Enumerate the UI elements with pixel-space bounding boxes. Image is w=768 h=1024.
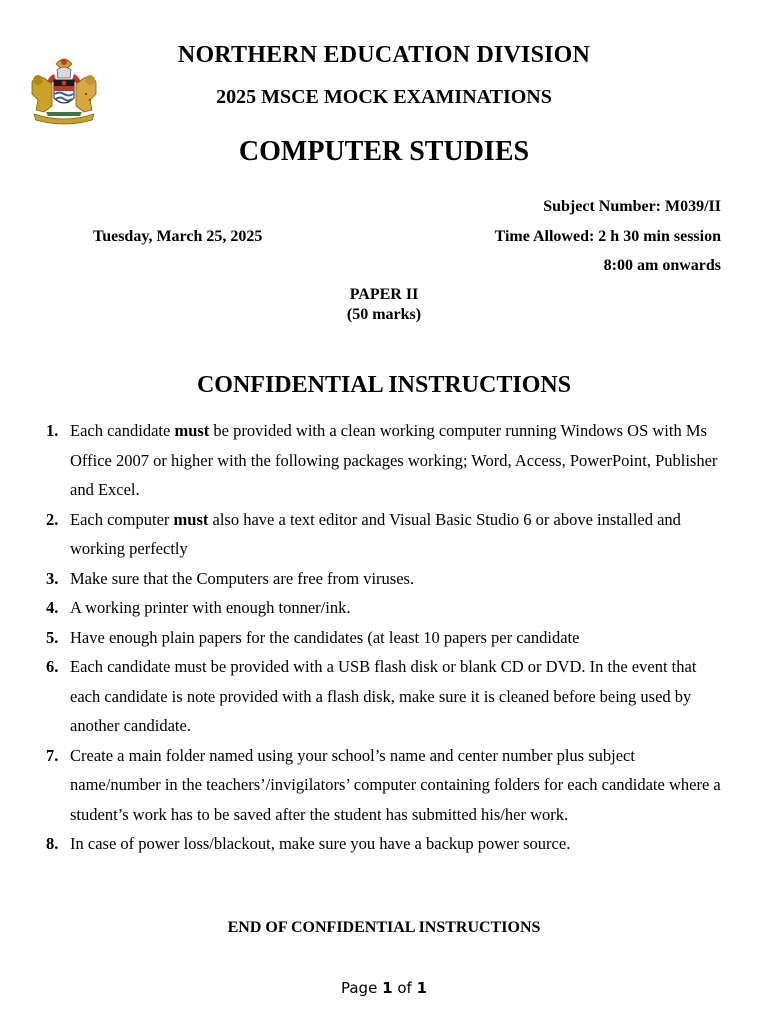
paper-label: PAPER II	[349, 286, 419, 303]
instruction-text: Each candidate must be provided with a USB flash disk or blank CD or DVD. In the event that each candidate is note provided with a flash disk, make sure it is cleaned before being used by another candidate.	[70, 657, 697, 735]
instruction-number: 8.	[46, 834, 59, 853]
subject-title: COMPUTER STUDIES	[238, 136, 530, 167]
instruction-text: In case of power loss/blackout, make sure you have a backup power source.	[70, 834, 571, 853]
instruction-number: 7.	[46, 745, 59, 765]
instruction-item	[46, 652, 726, 741]
instruction-item	[46, 623, 726, 653]
division-title: NORTHERN EDUCATION DIVISION	[177, 42, 591, 68]
exam-title: 2025 MSCE MOCK EXAMINATIONS	[216, 86, 552, 108]
of-word: of	[397, 979, 412, 997]
instruction-text: Each candidate	[70, 421, 175, 440]
instruction-text: Create a main folder named using your school’s name and center number plus subject name/number in the teachers’/invigilators’ computer containing folders for each candidate where a student’s work has to be saved after the student has submitted his/her work.	[70, 745, 721, 824]
instruction-text: Make sure that the Computers are free from viruses.	[70, 568, 415, 588]
instruction-text: be provided with a clean working computer running Windows OS with Ms Office 2007 or higher with the following packages working; Word, Access, PowerPoint, Publisher and Excel.	[70, 421, 718, 499]
instruction-text: Each computer	[70, 509, 174, 529]
instruction-emphasis: must	[173, 509, 209, 529]
instructions-list	[46, 416, 726, 859]
instruction-number: 4.	[46, 598, 59, 617]
instruction-number: 2.	[46, 509, 59, 529]
start-time: 8:00 am onwards	[603, 257, 721, 274]
instruction-item	[46, 593, 726, 623]
exam-date: Tuesday, March 25, 2025	[93, 228, 263, 245]
instruction-item	[46, 416, 726, 505]
instruction-text: A working printer with enough tonner/ink.	[70, 598, 351, 617]
page-footer	[0, 979, 768, 997]
marks-label: (50 marks)	[346, 306, 422, 323]
page-word: Page	[340, 979, 378, 997]
instruction-item	[46, 564, 726, 594]
instruction-item	[46, 505, 726, 564]
instruction-number: 3.	[46, 568, 59, 588]
page-current: 1	[382, 979, 393, 997]
time-allowed: Time Allowed: 2 h 30 min session	[494, 228, 721, 245]
instructions-heading: CONFIDENTIAL INSTRUCTIONS	[196, 372, 572, 398]
instruction-number: 1.	[46, 421, 59, 440]
instruction-number: 6.	[46, 657, 59, 676]
instruction-number: 5.	[46, 627, 59, 647]
instruction-item	[46, 741, 726, 830]
instruction-text: also have a text editor and Visual Basic Studio 6 or above installed and working perfectly	[70, 509, 681, 558]
instruction-emphasis: must	[174, 421, 210, 440]
instruction-item	[46, 829, 726, 859]
end-of-instructions: END OF CONFIDENTIAL INSTRUCTIONS	[227, 919, 541, 936]
page-total: 1	[416, 979, 427, 997]
instruction-text: Have enough plain papers for the candidates (at least 10 papers per candidate	[70, 627, 580, 647]
subject-number: Subject Number: M039/II	[543, 198, 721, 215]
